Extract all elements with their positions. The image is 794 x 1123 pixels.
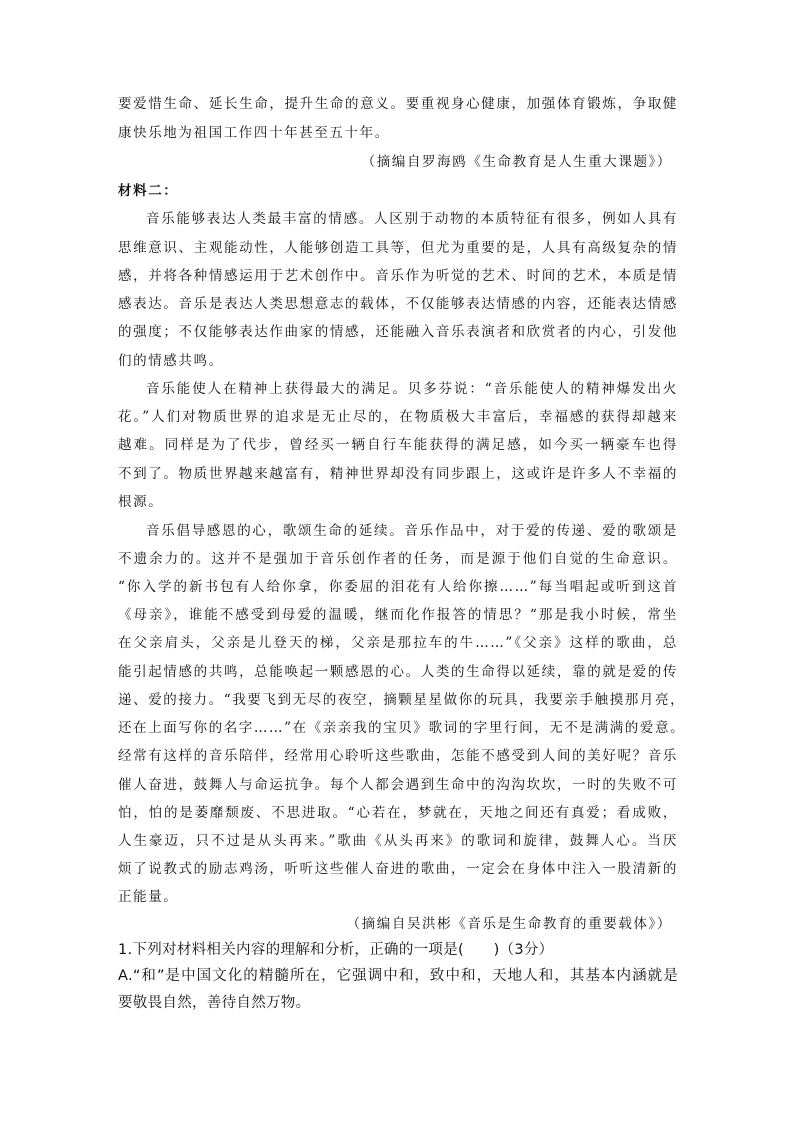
text-line: 感，并将各种情感运用于艺术创作中。音乐作为听觉的艺术、时间的艺术，本质是情 bbox=[118, 268, 678, 284]
text-line: 们的情感共鸣。 bbox=[118, 353, 224, 369]
text-line: 烦了说教式的励志鸡汤，听听这些催人奋进的歌曲，一定会在身体中注入一股清新的 bbox=[118, 861, 678, 877]
text-line: 音乐能够表达人类最丰富的情感。人区别于动物的本质特征有很多，例如人具有 bbox=[146, 211, 678, 227]
text-line: 在父亲肩头，父亲是儿登天的梯，父亲是那拉车的牛……”《父亲》这样的歌曲，总 bbox=[118, 635, 678, 651]
text-line: 根源。 bbox=[118, 494, 164, 510]
option-a-line: A.“和”是中国文化的精髓所在，它强调中和，致中和，天地人和，其基本内涵就是 bbox=[118, 968, 678, 984]
text-line: 思维意识、主观能动性，人能够创造工具等，但尤为重要的是，人具有高级复杂的情 bbox=[118, 240, 678, 256]
text-line: 《母亲》，谁能不感受到母爱的温暖，继而化作报答的情思？“那是我小时候，常坐 bbox=[118, 607, 678, 623]
text-line: 还在上面写你的名字……”在《亲亲我的宝贝》歌词的字里行间，无不是满满的爱意。 bbox=[118, 720, 686, 736]
section-heading: 材料二： bbox=[118, 183, 179, 199]
text-line: 不遗余力的。这并不是强加于音乐创作者的任务，而是源于他们自觉的生命意识。 bbox=[118, 551, 678, 567]
text-line: 感表达。音乐是表达人类思想意志的载体，不仅能够表达情感的内容，还能表达情感 bbox=[118, 296, 678, 312]
text-line: 催人奋进，鼓舞人与命运抗争。每个人都会遇到生命中的沟沟坎坎，一时的失败不可 bbox=[118, 777, 678, 793]
text-line: 怕，怕的是萎靡颓废、不思进取。“心若在，梦就在，天地之间还有真爱；看成败， bbox=[118, 805, 678, 821]
text-line: 越难。同样是为了代步，曾经买一辆自行车能获得的满足感，如今买一辆豪车也得 bbox=[118, 437, 678, 453]
text-line: 花。”人们对物质世界的追求是无止尽的，在物质极大丰富后，幸福感的获得却越来 bbox=[118, 409, 678, 425]
source-citation: （摘编自吴洪彬《音乐是生命教育的重要载体》） bbox=[346, 916, 672, 932]
text-line: 康快乐地为祖国工作四十年甚至五十年。 bbox=[118, 125, 390, 141]
text-line: 正能量。 bbox=[118, 889, 179, 905]
option-a-line: 要敬畏自然，善待自然万物。 bbox=[118, 995, 311, 1011]
question-stem: 1.下列对材料相关内容的理解和分析，正确的一项是( )（3分） bbox=[118, 942, 554, 958]
text-line: 能引起情感的共鸣，总能唤起一颗感恩的心。人类的生命得以延续，靠的就是爱的传 bbox=[118, 664, 678, 680]
text-line: 人生豪迈，只不过是从头再来。”歌曲《从头再来》的歌词和旋律，鼓舞人心。当厌 bbox=[118, 833, 678, 849]
text-line: “你入学的新书包有人给你拿，你委屈的泪花有人给你擦……”每当唱起或听到这首 bbox=[118, 579, 678, 595]
text-line: 不到了。物质世界越来越富有，精神世界却没有同步跟上，这或许是许多人不幸福的 bbox=[118, 466, 678, 482]
source-citation: （摘编自罗海鸥《生命教育是人生重大课题》） bbox=[361, 154, 672, 170]
text-line: 音乐倡导感恩的心，歌颂生命的延续。音乐作品中，对于爱的传递、爱的歌颂是 bbox=[146, 523, 678, 539]
text-line: 音乐能使人在精神上获得最大的满足。贝多芬说：“音乐能使人的精神爆发出火 bbox=[146, 381, 678, 397]
text-line: 递、爱的接力。“我要飞到无尽的夜空，摘颗星星做你的玩具，我要亲手触摸那月亮， bbox=[118, 692, 686, 708]
text-line: 经常有这样的音乐陪伴，经常用心聆听这些歌曲，怎能不感受到人间的美好呢？音乐 bbox=[118, 748, 678, 764]
text-line: 的强度；不仅能够表达作曲家的情感，还能融入音乐表演者和欣赏者的内心，引发他 bbox=[118, 324, 678, 340]
text-line: 要爱惜生命、延长生命，提升生命的意义。要重视身心健康，加强体育锻炼，争取健 bbox=[118, 96, 678, 112]
